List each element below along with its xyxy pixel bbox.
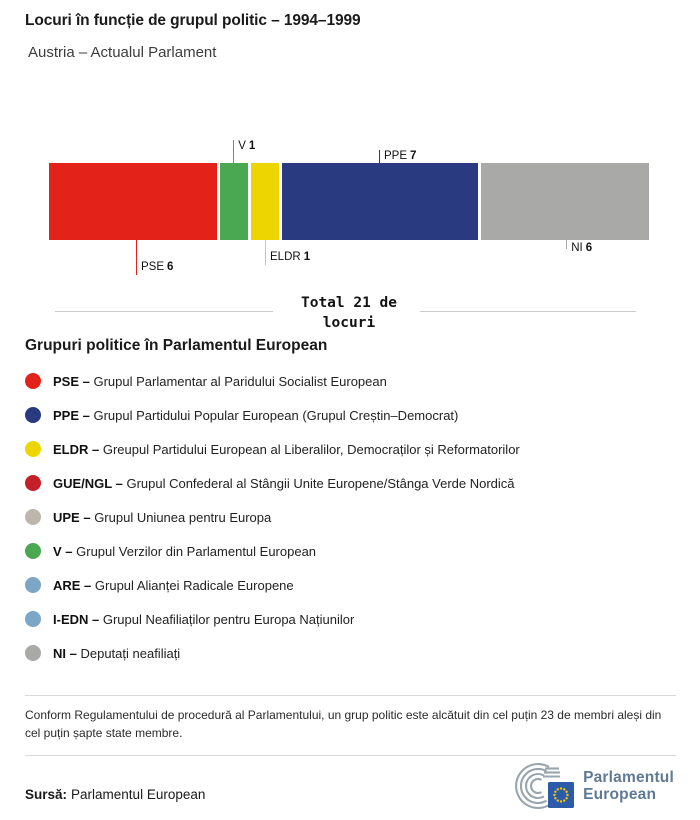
eu-star (553, 794, 555, 796)
legend-text: PPE – Grupul Partidului Popular European (Grupul Creștin–Democrat) (53, 407, 459, 423)
callout-label-eldr: ELDR 1 (270, 251, 311, 263)
legend-item-upe (25, 500, 675, 534)
callout-tick-eldr (265, 240, 266, 265)
legend-dot (25, 509, 41, 525)
eu-star (557, 799, 559, 801)
legend-dot (25, 543, 41, 559)
callout-label-ni: NI 6 (571, 242, 593, 254)
legend-text: I-EDN – Grupul Neafiliaților pentru Europa Națiunilor (53, 611, 355, 627)
legend-item-ppe (25, 398, 675, 432)
legend-text: NI – Deputați neafiliați (53, 645, 181, 661)
footnote: Conform Regulamentului de procedură al Parlamentului, un grup politic este alcătuit din cel puțin 23 de membri aleși din cel puțin șapte state membre. (25, 695, 676, 756)
logo-line1: Parlamentul (583, 769, 674, 786)
eu-star (560, 787, 562, 789)
legend-text: ARE – Grupul Alianței Radicale Europene (53, 577, 294, 593)
callout-tick-ni (566, 240, 567, 249)
eu-star (554, 791, 556, 793)
total-row (0, 292, 700, 338)
european-parliament-logo (512, 760, 674, 812)
legend-list (25, 364, 675, 670)
total-seats-label: Total 21 de locuri (300, 295, 398, 331)
legend-dot (25, 475, 41, 491)
legend-item-i-edn (25, 602, 675, 636)
legend-text: GUE/NGL – Grupul Confederal al Stângii Unite Europene/Stânga Verde Nordică (53, 475, 515, 491)
legend-dot (25, 407, 41, 423)
callout-tick-v (233, 140, 234, 163)
legend-dot (25, 373, 41, 389)
source-label: Sursă: (25, 787, 68, 802)
seat-distribution-chart (0, 130, 700, 290)
eu-star (563, 788, 565, 790)
logo-line2: European (583, 786, 657, 803)
eu-flag (548, 782, 574, 808)
legend-item-gue-ngl (25, 466, 675, 500)
source-value: Parlamentul European (71, 787, 206, 802)
legend-dot (25, 645, 41, 661)
bar-annotations (49, 130, 649, 290)
logo-wordmark (583, 769, 674, 803)
legend-text: PSE – Grupul Parlamentar al Paridului Socialist European (53, 373, 387, 389)
legend-text: UPE – Grupul Uniunea pentru Europa (53, 509, 272, 525)
callout-tick-ppe (379, 150, 380, 163)
eu-star (560, 800, 562, 802)
legend-dot (25, 611, 41, 627)
legend-item-ni (25, 636, 675, 670)
legend-text: V – Grupul Verzilor din Parlamentul European (53, 543, 317, 559)
callout-label-pse: PSE 6 (141, 261, 174, 273)
legend-dot (25, 441, 41, 457)
eu-star (557, 788, 559, 790)
hemicycle-icon (512, 760, 576, 812)
page-title: Locuri în funcție de grupul politic – 1994–1999 (25, 12, 361, 29)
eu-star (565, 797, 567, 799)
divider-line-left (55, 311, 273, 312)
divider-line-right (420, 311, 636, 312)
legend-heading: Grupuri politice în Parlamentul European (25, 337, 328, 354)
callout-label-v: V 1 (238, 140, 256, 152)
legend-text: ELDR – Greupul Partidului European al Liberalilor, Democraților și Reformatorilor (53, 441, 520, 457)
eu-star (565, 791, 567, 793)
legend-item-pse (25, 364, 675, 398)
legend-item-eldr (25, 432, 675, 466)
callout-label-ppe: PPE 7 (384, 150, 417, 162)
legend-item-v (25, 534, 675, 568)
legend-dot (25, 577, 41, 593)
eu-star (566, 794, 568, 796)
callout-tick-pse (136, 240, 137, 275)
page-subtitle: Austria – Actualul Parlament (28, 44, 217, 61)
eu-star (563, 799, 565, 801)
eu-star (554, 797, 556, 799)
legend-item-are (25, 568, 675, 602)
source-row (25, 787, 205, 802)
